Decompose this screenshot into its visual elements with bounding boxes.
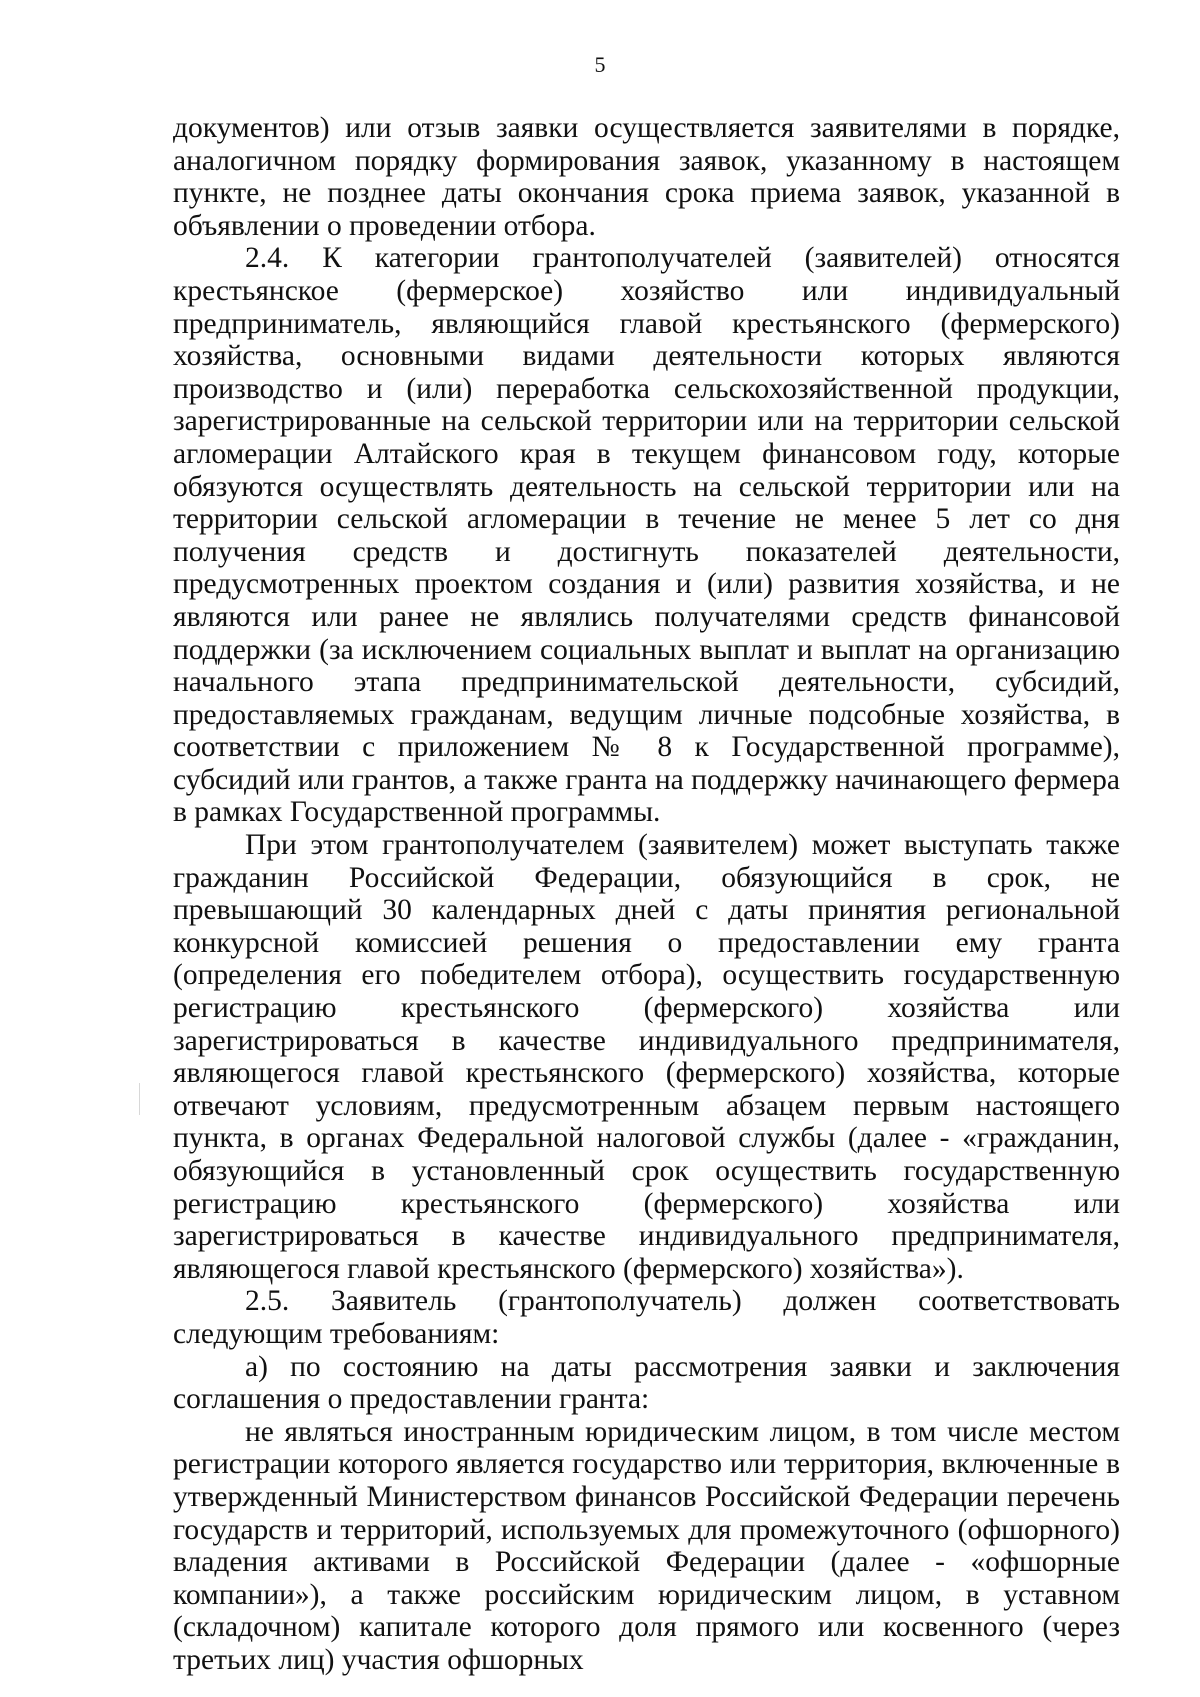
- paragraph-subitem-a: а) по состоянию на даты рассмотрения заявки и заключения соглашения о предоставлении гранта:: [173, 1350, 1120, 1416]
- paragraph-continuation: документов) или отзыв заявки осуществляется заявителями в порядке, аналогичном порядку формирования заявок, указанному в настоящем пункте, не позднее даты окончания срока приема заявок, указанной в объявлении о проведении отбора.: [173, 112, 1120, 242]
- paragraph-offshore-requirement: не являться иностранным юридическим лицом, в том числе местом регистрации которого является государство или территория, включенные в утвержденный Министерством финансов Российской Федерации перечень государств и территорий, используемых для промежуточного (офшорного) владения активами в Российской Федерации (далее - «офшорные компании»), а также российским юридическим лицом, в уставном (складочном) капитале которого доля прямого или косвенного (через третьих лиц) участия офшорных: [173, 1415, 1120, 1676]
- paragraph-2-4: 2.4. К категории грантополучателей (заявителей) относятся крестьянское (фермерское) хозяйство или индивидуальный предприниматель, являющийся главой крестьянского (фермерского) хозяйства, основными видами деятельности которых являются производство и (или) переработка сельскохозяйственной продукции, зарегистрированные на сельской территории или на территории сельской агломерации Алтайского края в текущем финансовом году, которые обязуются осуществлять деятельность на сельской территории или на территории сельской агломерации в течение не менее 5 лет со дня получения средств и достигнуть показателей деятельности, предусмотренных проектом создания и (или) развития хозяйства, и не являются или ранее не являлись получателями средств финансовой поддержки (за исключением социальных выплат и выплат на организацию начального этапа предпринимательской деятельности, субсидий, предоставляемых гражданам, ведущим личные подсобные хозяйства, в соответствии с приложением № 8 к Государственной программе), субсидий или грантов, а также гранта на поддержку начинающего фермера в рамках Государственной программы.: [173, 242, 1120, 829]
- document-body: [173, 112, 1120, 1677]
- paragraph-citizen-applicant: При этом грантополучателем (заявителем) может выступать также гражданин Российской Федерации, обязующийся в срок, не превышающий 30 календарных дней с даты принятия региональной конкурсной комиссией решения о предоставлении ему гранта (определения его победителем отбора), осуществить государственную регистрацию крестьянского (фермерского) хозяйства или зарегистрироваться в качестве индивидуального предпринимателя, являющегося главой крестьянского (фермерского) хозяйства, которые отвечают условиям, предусмотренным абзацем первым настоящего пункта, в органах Федеральной налоговой службы (далее - «гражданин, обязующийся в установленный срок осуществить государственную регистрацию крестьянского (фермерского) хозяйства или зарегистрироваться в качестве индивидуального предпринимателя, являющегося главой крестьянского (фермерского) хозяйства»).: [173, 829, 1120, 1285]
- page-number: 5: [594, 52, 606, 77]
- scan-margin-mark: [139, 1083, 140, 1115]
- paragraph-2-5: 2.5. Заявитель (грантополучатель) должен соответствовать следующим требованиям:: [173, 1285, 1120, 1350]
